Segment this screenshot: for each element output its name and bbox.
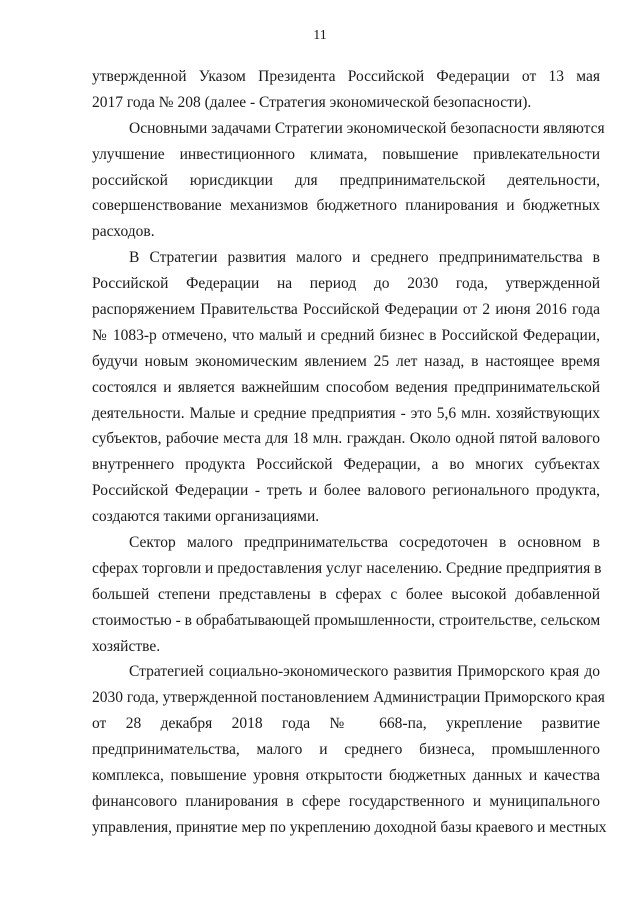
text-line: финансового планирования в сфере государственного и муниципального xyxy=(92,792,600,810)
text-line: субъектов, рабочие места для 18 млн. граждан. Около одной пятой валового xyxy=(92,430,600,448)
text-line: стоимостью - в обрабатывающей промышленности, строительстве, сельском xyxy=(92,611,601,629)
text-line: деятельности. Малые и средние предприятия - это 5,6 млн. хозяйствующих xyxy=(92,404,600,422)
text-line: улучшение инвестиционного климата, повышение привлекательности xyxy=(92,145,600,163)
text-line: 2030 года, утвержденной постановлением Администрации Приморского края xyxy=(92,689,605,707)
text-line: будучи новым экономическим явлением 25 лет назад, в настоящее время xyxy=(92,352,600,370)
text-line: от 28 декабря 2018 года № 668-па, укрепление развитие xyxy=(92,715,600,733)
text-line: совершенствование механизмов бюджетного планирования и бюджетных xyxy=(92,197,600,215)
text-line: Стратегией социально-экономического развития Приморского края до xyxy=(129,663,600,681)
text-line: 2017 года № 208 (далее - Стратегия экономической безопасности). xyxy=(92,93,532,111)
text-line: российской юрисдикции для предпринимательской деятельности, xyxy=(92,171,600,189)
text-line: комплекса, повышение уровня открытости бюджетных данных и качества xyxy=(92,767,600,785)
text-line: внутреннего продукта Российской Федерации, а во многих субъектах xyxy=(92,456,600,474)
text-line: сферах торговли и предоставления услуг населению. Средние предприятия в xyxy=(92,559,602,577)
text-line: большей степени представлены в сферах с более высокой добавленной xyxy=(92,585,600,603)
text-line: № 1083-р отмечено, что малый и средний бизнес в Российской Федерации, xyxy=(92,326,600,344)
text-line: распоряжением Правительства Российской Федерации от 2 июня 2016 года xyxy=(92,301,600,319)
body-text xyxy=(92,64,607,841)
page-number: 11 xyxy=(313,28,327,43)
text-line: создаются такими организациями. xyxy=(92,508,320,526)
text-line: предпринимательства, малого и среднего бизнеса, промышленного xyxy=(92,741,600,759)
text-line: расходов. xyxy=(92,223,155,241)
text-line: хозяйстве. xyxy=(92,637,161,655)
text-line: управления, принятие мер по укреплению доходной базы краевого и местных xyxy=(92,818,607,836)
text-line: В Стратегии развития малого и среднего предпринимательства в xyxy=(129,249,600,267)
text-line: состоялся и является важнейшим способом ведения предпринимательской xyxy=(92,378,600,396)
text-line: Российской Федерации на период до 2030 года, утвержденной xyxy=(92,275,600,293)
text-line: Основными задачами Стратегии экономической безопасности являются xyxy=(129,119,605,137)
text-line: Российской Федерации - треть и более валового регионального продукта, xyxy=(92,482,600,500)
text-line: Сектор малого предпринимательства сосредоточен в основном в xyxy=(129,534,600,552)
text-line: утвержденной Указом Президента Российской Федерации от 13 мая xyxy=(92,68,600,85)
